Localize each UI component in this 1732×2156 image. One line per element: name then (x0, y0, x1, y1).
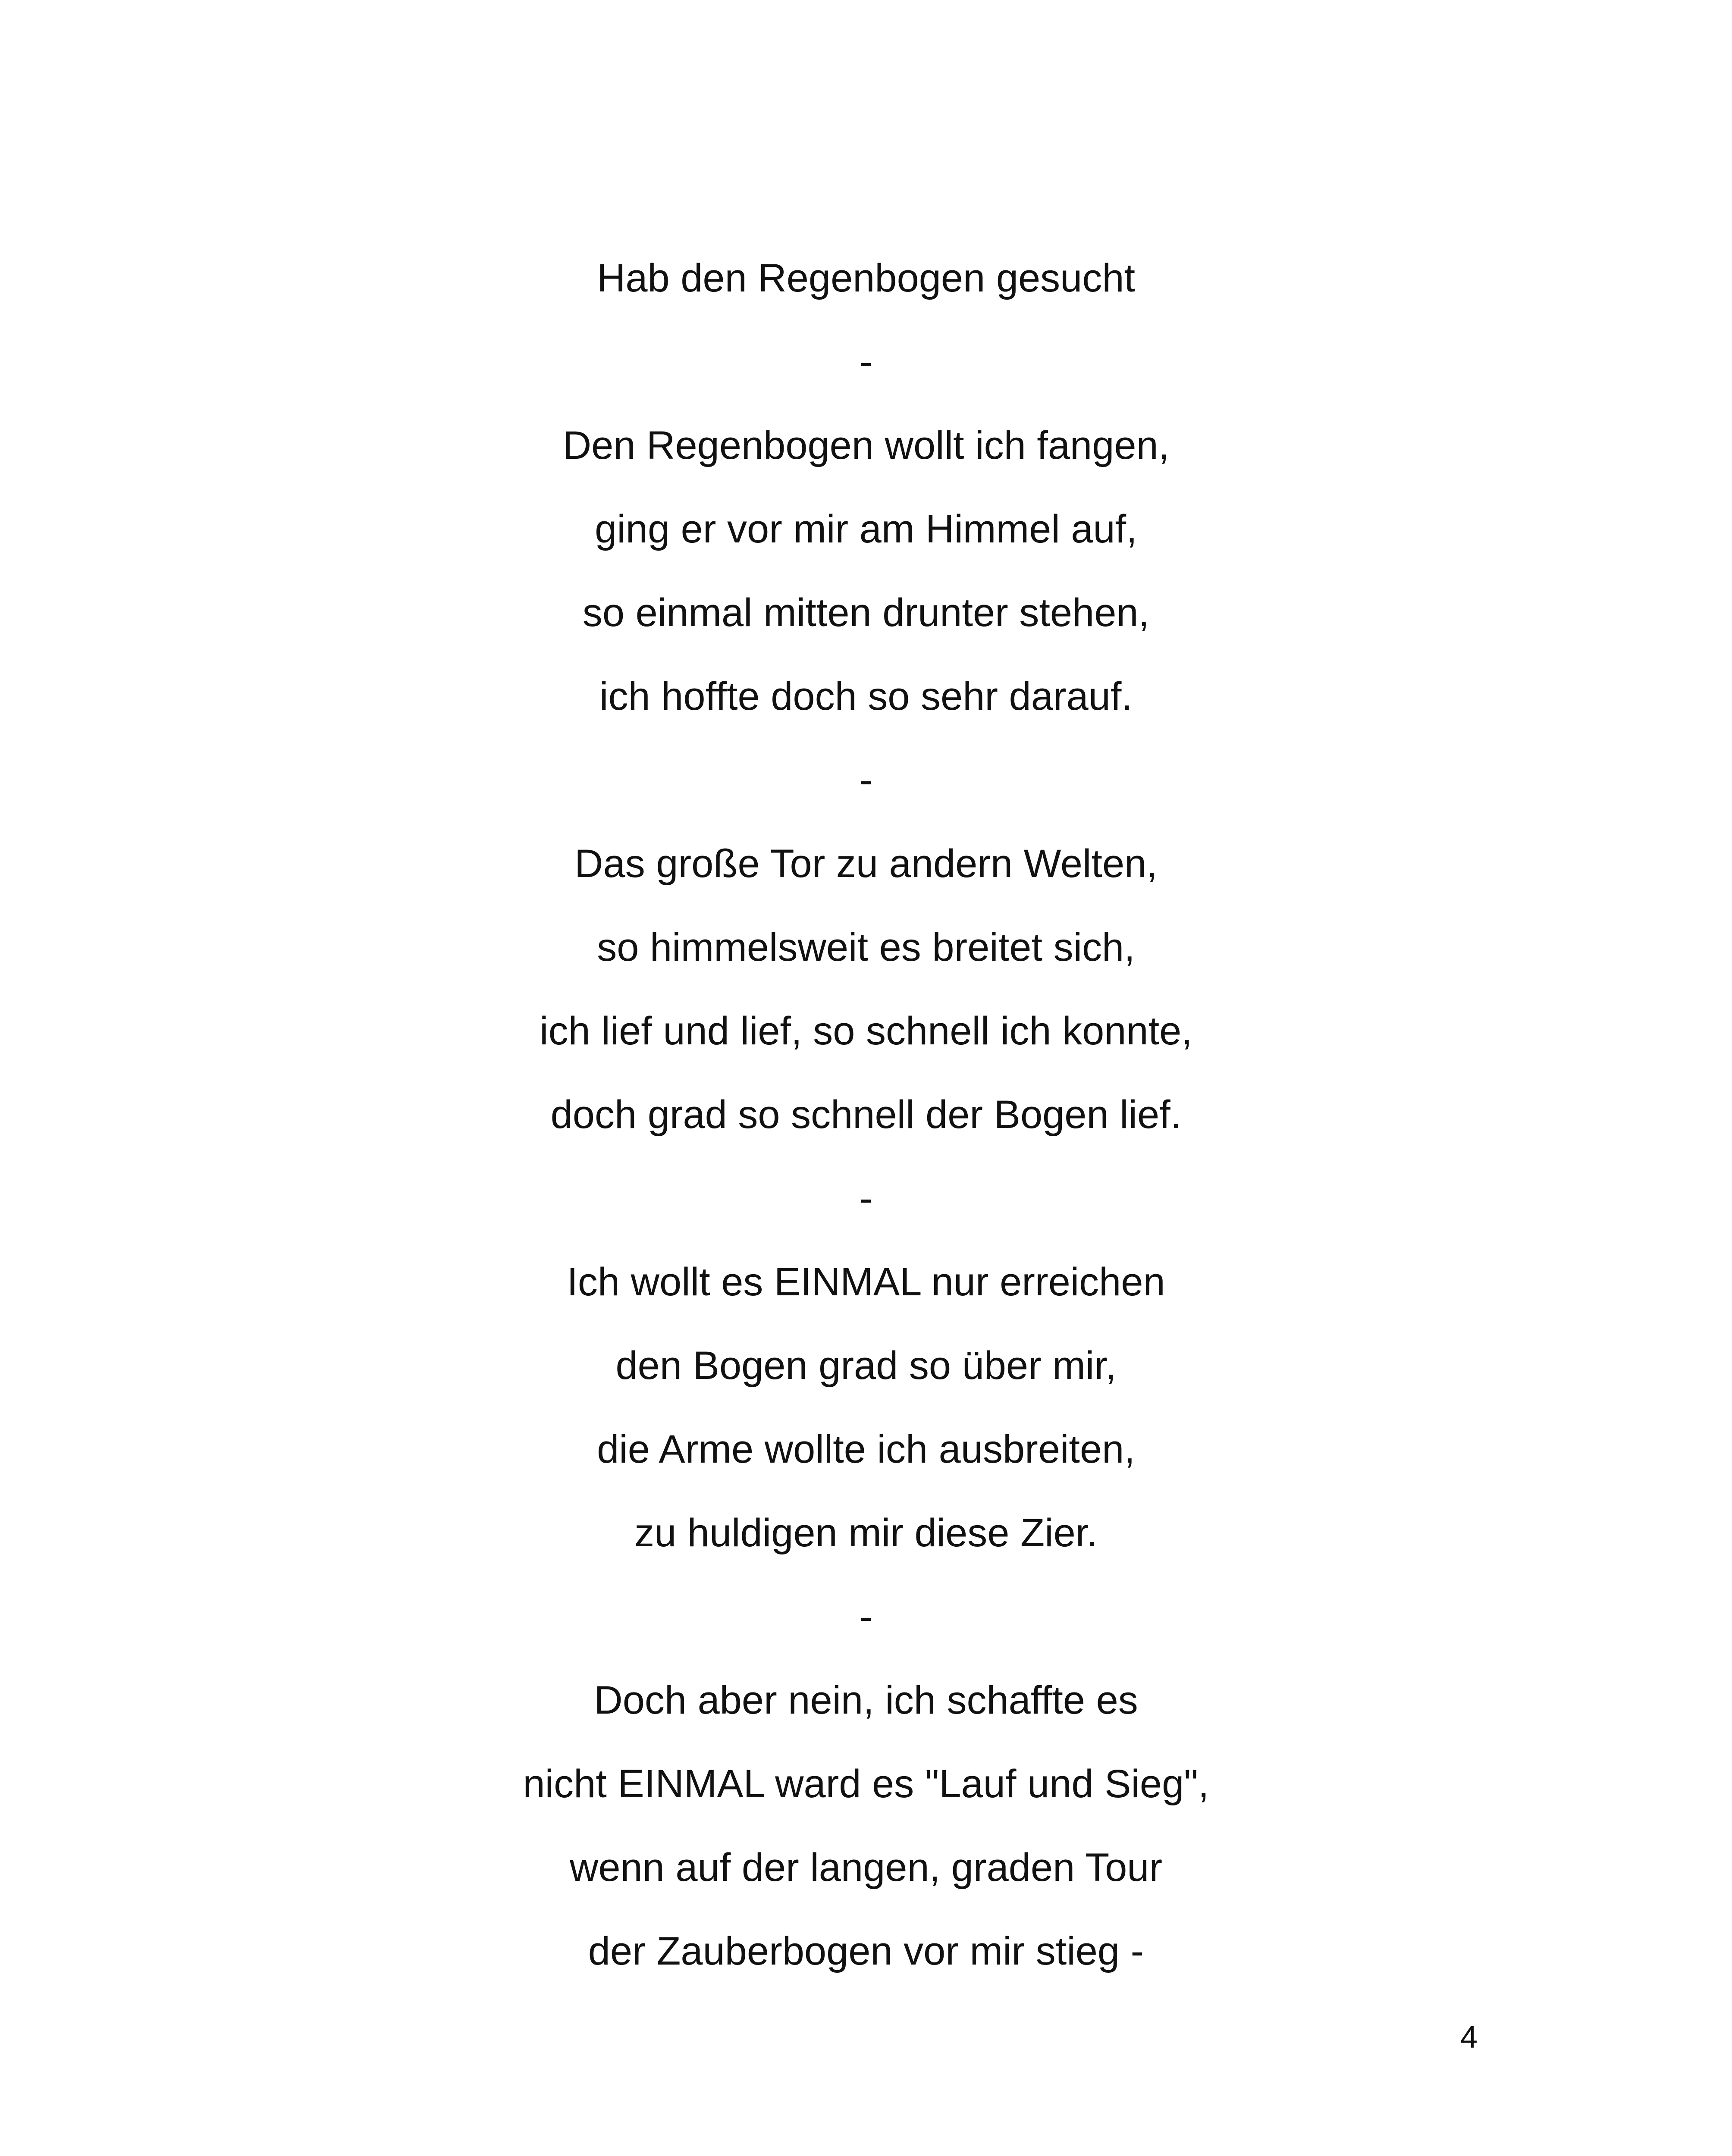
poem-line: wenn auf der langen, graden Tour (569, 1846, 1163, 1890)
stanza-separator: - (859, 758, 873, 802)
stanza-separator: - (859, 1595, 873, 1639)
poem-line: Ich wollt es EINMAL nur erreichen (567, 1260, 1165, 1304)
poem-line: so einmal mitten drunter stehen, (582, 591, 1150, 635)
poem-line: ich lief und lief, so schnell ich konnte, (540, 1009, 1192, 1053)
poem-line: so himmelsweit es breitet sich, (597, 925, 1135, 969)
poem-line: Den Regenbogen wollt ich fangen, (562, 423, 1170, 467)
poem-line: die Arme wollte ich ausbreiten, (597, 1427, 1135, 1471)
poem-line: Das große Tor zu andern Welten, (574, 842, 1158, 886)
poem-line: den Bogen grad so über mir, (615, 1344, 1117, 1388)
poem-line: ich hoffte doch so sehr darauf. (599, 674, 1133, 718)
page-number: 4 (1460, 2020, 1478, 2055)
poem-line: zu huldigen mir diese Zier. (634, 1511, 1098, 1555)
stanza-separator: - (859, 1176, 873, 1220)
poem-line: nicht EINMAL ward es "Lauf und Sieg", (523, 1762, 1209, 1806)
poem-line: ging er vor mir am Himmel auf, (595, 507, 1137, 551)
poem-text (0, 236, 1732, 1993)
poem-title: Hab den Regenbogen gesucht (596, 256, 1136, 300)
poem-line: Doch aber nein, ich schaffte es (594, 1678, 1138, 1722)
poem-line: der Zauberbogen vor mir stieg - (588, 1929, 1144, 1973)
poem-line: doch grad so schnell der Bogen lief. (550, 1093, 1182, 1137)
stanza-separator: - (859, 340, 873, 384)
